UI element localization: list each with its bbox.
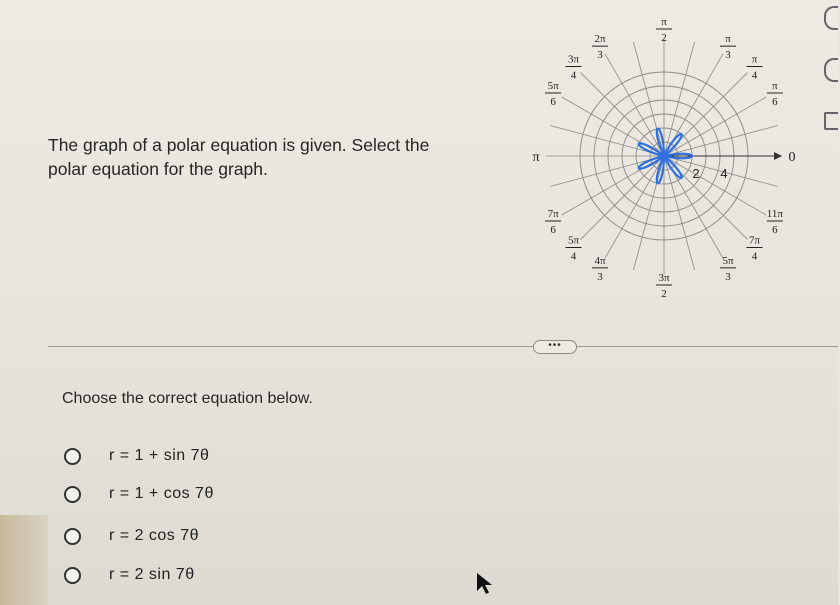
- radio-button[interactable]: [64, 486, 81, 503]
- angle-label: [565, 235, 581, 263]
- svg-text:7π: 7π: [748, 234, 761, 247]
- svg-text:2π: 2π: [594, 33, 606, 46]
- angle-label: [565, 53, 581, 81]
- angle-label: [532, 150, 539, 165]
- grid-ray: [633, 42, 664, 156]
- angle-label: [720, 255, 736, 283]
- svg-text:3: 3: [597, 270, 603, 283]
- polar-graph: [532, 10, 840, 300]
- angle-label: [592, 33, 608, 61]
- svg-text:3: 3: [725, 49, 731, 62]
- svg-text:2: 2: [661, 32, 667, 44]
- radio-button[interactable]: [64, 567, 81, 584]
- grid-ray: [664, 97, 766, 156]
- answer-option-c[interactable]: [64, 527, 199, 545]
- svg-text:π: π: [751, 53, 758, 66]
- grid-ray: [633, 156, 664, 270]
- angle-label: [545, 208, 561, 236]
- edge-tool-icon[interactable]: [824, 58, 838, 82]
- svg-text:5π: 5π: [567, 234, 580, 247]
- angle-label: [747, 53, 763, 81]
- angle-label: [545, 80, 561, 108]
- angle-label: [592, 255, 608, 283]
- radius-label: 4: [720, 166, 728, 181]
- svg-text:0: 0: [788, 150, 796, 165]
- grid-ray: [605, 156, 664, 258]
- radio-button[interactable]: [64, 448, 81, 465]
- svg-text:3π: 3π: [658, 272, 670, 284]
- svg-text:11π: 11π: [766, 208, 783, 220]
- axis-arrow-icon: [774, 152, 782, 160]
- svg-text:3: 3: [597, 49, 603, 62]
- grid-ray: [581, 73, 664, 156]
- question-text: The graph of a polar equation is given. Select the polar equation for the graph.: [48, 135, 430, 179]
- svg-text:π: π: [772, 80, 778, 92]
- grid-ray: [664, 125, 778, 156]
- background-shade: [0, 515, 48, 605]
- svg-text:3: 3: [725, 270, 731, 283]
- angle-label: [767, 80, 783, 108]
- svg-text:5π: 5π: [547, 80, 559, 92]
- svg-text:π: π: [661, 16, 667, 28]
- grid-ray: [664, 156, 766, 215]
- svg-text:6: 6: [772, 224, 778, 236]
- svg-text:4: 4: [570, 250, 577, 263]
- answer-prompt: Choose the correct equation below.: [62, 390, 313, 407]
- angle-label: [656, 16, 672, 44]
- angle-label: [767, 208, 784, 236]
- answer-option-b[interactable]: [64, 485, 214, 503]
- svg-text:4: 4: [751, 250, 758, 263]
- angle-label: [656, 272, 672, 300]
- svg-text:2: 2: [661, 288, 667, 300]
- answer-option-a[interactable]: [64, 447, 209, 465]
- radius-label: 2: [692, 166, 700, 181]
- svg-text:3π: 3π: [567, 53, 580, 66]
- svg-text:6: 6: [550, 224, 556, 236]
- angle-label: [747, 235, 763, 263]
- svg-text:5π: 5π: [722, 254, 734, 267]
- angle-label: [789, 150, 796, 165]
- section-divider: [48, 346, 838, 347]
- svg-text:7π: 7π: [547, 208, 559, 220]
- option-label: r = 1 + cos 7θ: [109, 485, 214, 502]
- grid-ray: [581, 156, 664, 239]
- option-label: r = 2 sin 7θ: [109, 566, 195, 583]
- option-label: r = 1 + sin 7θ: [109, 447, 210, 464]
- edge-tool-icon[interactable]: [824, 6, 838, 30]
- radio-button[interactable]: [64, 528, 81, 545]
- edge-tool-icon[interactable]: [824, 112, 838, 130]
- svg-text:6: 6: [772, 96, 778, 108]
- grid-ray: [605, 54, 664, 156]
- svg-text:6: 6: [550, 96, 556, 108]
- answer-option-d[interactable]: [64, 566, 195, 584]
- expand-more-button[interactable]: •••: [533, 340, 577, 354]
- svg-text:π: π: [532, 150, 540, 165]
- svg-text:4: 4: [751, 69, 758, 82]
- svg-text:π: π: [725, 33, 731, 46]
- svg-text:4: 4: [570, 69, 577, 82]
- angle-label: [720, 33, 736, 61]
- mouse-cursor-icon: [474, 571, 494, 595]
- svg-text:4π: 4π: [594, 254, 606, 267]
- option-label: r = 2 cos 7θ: [109, 527, 200, 544]
